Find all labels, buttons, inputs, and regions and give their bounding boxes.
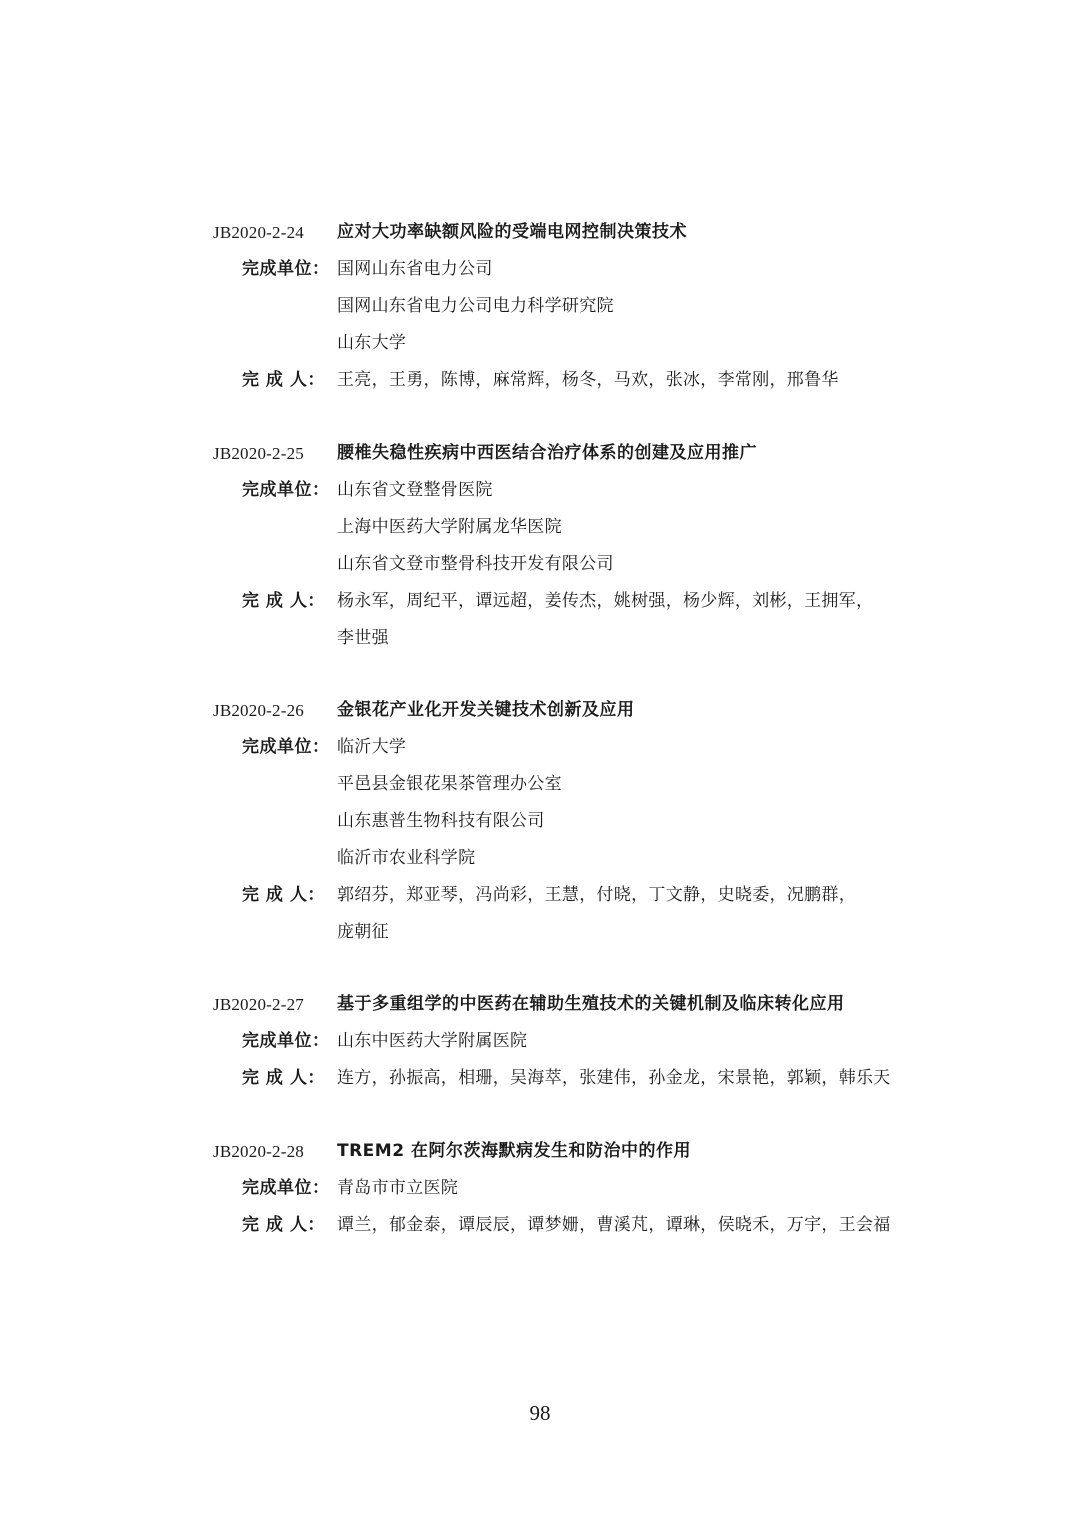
unit-row [0,325,1080,362]
unit-row [0,472,1080,509]
project-title: 金银花产业化开发关键技术创新及应用 [337,700,635,720]
unit-name: 山东大学 [337,333,407,353]
persons-label: 完 成 人： [242,591,325,611]
award-entry [0,1133,1080,1244]
persons-names: 王亮，王勇，陈博，麻常辉，杨冬，马欢，张冰，李常刚，邢鲁华 [337,370,839,390]
unit-name: 山东惠普生物科技有限公司 [337,811,545,831]
persons-label: 完 成 人： [242,370,325,390]
unit-name: 平邑县金银花果茶管理办公室 [337,774,562,794]
persons-row-continued [0,914,1080,951]
entry-header [0,1133,1080,1170]
persons-names: 谭兰，郁金泰，谭辰辰，谭梦姗，曹溪芃，谭琳，侯晓禾，万宇，王会福 [337,1215,891,1235]
unit-label: 完成单位： [242,480,330,500]
award-entry [0,986,1080,1097]
unit-name: 山东省文登整骨医院 [337,480,493,500]
persons-row [0,1060,1080,1097]
persons-label: 完 成 人： [242,1068,325,1088]
unit-row [0,803,1080,840]
persons-label: 完 成 人： [242,1215,325,1235]
persons-row [0,583,1080,620]
persons-row [0,877,1080,914]
unit-name: 临沂大学 [337,737,407,757]
project-title: 腰椎失稳性疾病中西医结合治疗体系的创建及应用推广 [337,443,757,463]
entry-header [0,435,1080,472]
unit-label: 完成单位： [242,1031,330,1051]
project-title: TREM2 在阿尔茨海默病发生和防治中的作用 [337,1141,691,1161]
unit-row [0,766,1080,803]
unit-name: 青岛市市立医院 [337,1178,459,1198]
project-title: 应对大功率缺额风险的受端电网控制决策技术 [337,222,687,242]
persons-label: 完 成 人： [242,885,325,905]
persons-names: 庞朝征 [337,922,389,942]
persons-names: 郭绍芬，郑亚琴，冯尚彩，王慧，付晓，丁文静，史晓委，况鹏群， [337,885,856,905]
unit-name: 上海中医药大学附属龙华医院 [337,517,562,537]
project-code: JB2020-2-26 [213,701,304,720]
unit-name: 山东中医药大学附属医院 [337,1031,528,1051]
persons-names: 连方，孙振高，相珊，吴海萃，张建伟，孙金龙，宋景艳，郭颖，韩乐天 [337,1068,891,1088]
unit-row [0,288,1080,325]
unit-label: 完成单位： [242,1178,330,1198]
unit-row [0,1023,1080,1060]
unit-name: 临沂市农业科学院 [337,848,476,868]
unit-row [0,251,1080,288]
project-code: JB2020-2-28 [213,1142,304,1161]
persons-names: 杨永军，周纪平，谭远超，姜传杰，姚树强，杨少辉，刘彬，王拥军， [337,591,874,611]
unit-name: 国网山东省电力公司电力科学研究院 [337,296,614,316]
award-entry [0,692,1080,951]
project-code: JB2020-2-24 [213,223,304,242]
unit-name: 山东省文登市整骨科技开发有限公司 [337,554,614,574]
award-entry [0,214,1080,399]
unit-label: 完成单位： [242,259,330,279]
unit-row [0,729,1080,766]
unit-label: 完成单位： [242,737,330,757]
unit-row [0,840,1080,877]
persons-names: 李世强 [337,628,389,648]
project-code: JB2020-2-25 [213,444,304,463]
entry-header [0,986,1080,1023]
project-code: JB2020-2-27 [213,995,304,1014]
persons-row [0,1207,1080,1244]
entry-header [0,214,1080,251]
unit-row [0,546,1080,583]
unit-row [0,1170,1080,1207]
entry-header [0,692,1080,729]
persons-row [0,362,1080,399]
award-entry [0,435,1080,657]
unit-row [0,509,1080,546]
project-title: 基于多重组学的中医药在辅助生殖技术的关键机制及临床转化应用 [337,994,845,1014]
page-number: 98 [529,1401,551,1425]
unit-name: 国网山东省电力公司 [337,259,493,279]
persons-row-continued [0,620,1080,657]
